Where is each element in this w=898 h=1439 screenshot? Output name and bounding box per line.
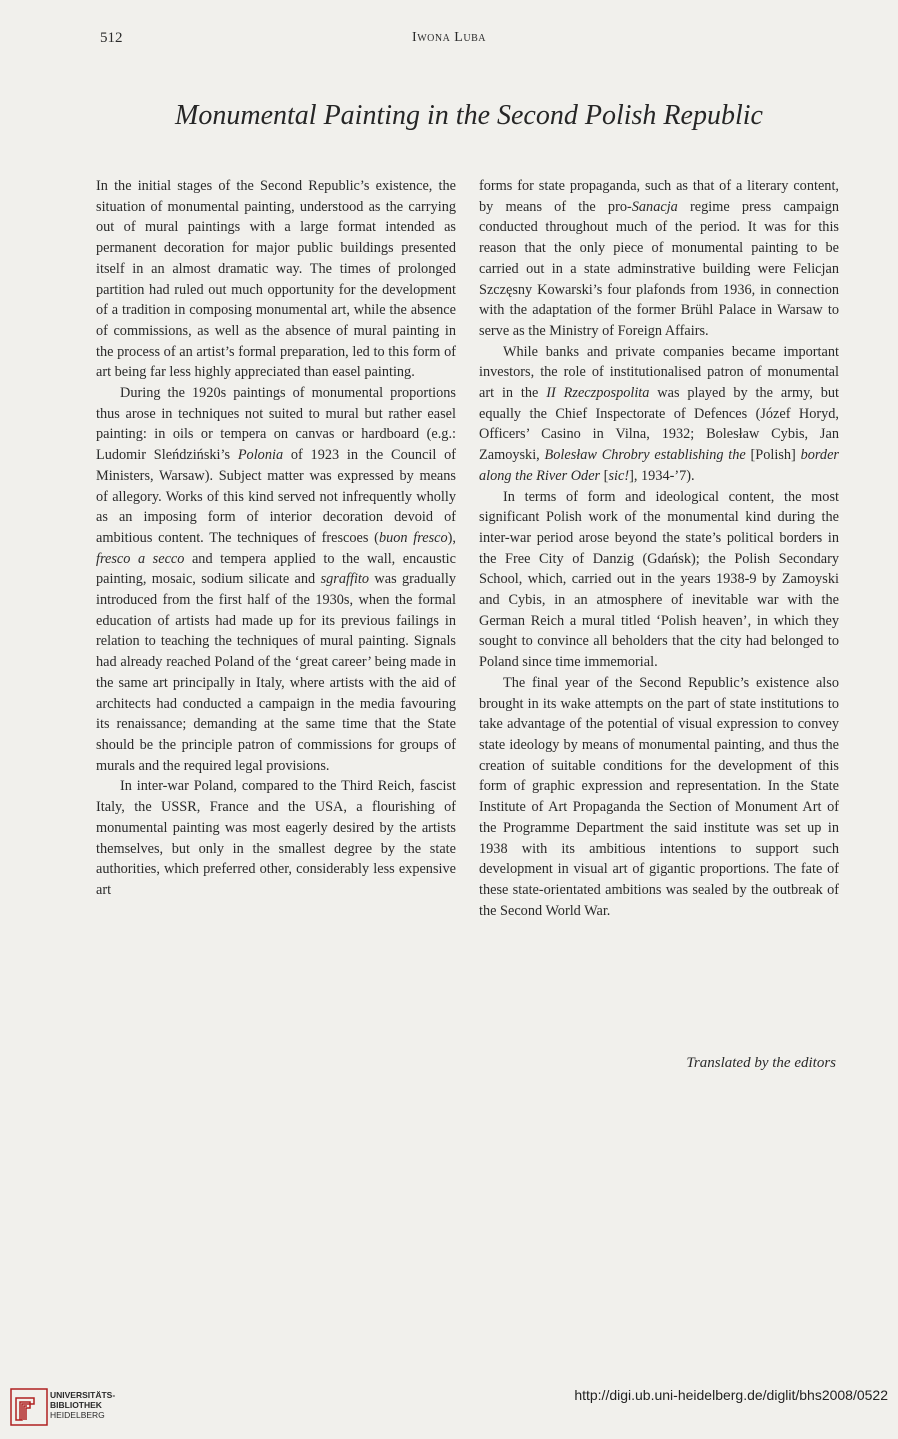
paragraph: In terms of form and ideological content, the most significant Polish work of the monumental kind during the inter-war period arose beyond the state’s political borders in the Free City of Danzig (Gdańsk); the Polish Secondary School, which, carried out in the years 1938-9 by Zamoyski and Cybis, in an atmosphere of inevitable war with the German Reich a mural titled ‘Polish heaven’, in which they sought to convince all beholders that the city had belonged to Poland since time immemorial.: [479, 488, 839, 671]
page-number: 512: [100, 30, 123, 46]
paragraph: In inter-war Poland, compared to the Third Reich, fascist Italy, the USSR, France and the USA, a flourishing of monumental painting was most eagerly desired by the artists themselves, but only in the smallest degree by the state authorities, which preferred other, considerably less expensive art: [96, 778, 456, 898]
source-url[interactable]: http://digi.ub.uni-heidelberg.de/diglit/bhs2008/0522: [574, 1387, 888, 1403]
library-logo-text: UNIVERSITÄTS- BIBLIOTHEK HEIDELBERG: [50, 1390, 116, 1420]
paragraph: The final year of the Second Republic’s existence also brought in its wake attempts on the part of state institutions to take advantage of the potential of visual expression to convey state ideology by means of monumental painting, and thus the creation of suitable conditions for the development of this form of graphic expression and representation. In the State Institute of Art Propaganda the Section of Monument Art of the Programme Department the said institute was set up in 1938 with its ambitious intentions to support such development in visual art of gigantic proportions. The fate of these state-orientated ambitions was sealed by the outbreak of the Second World War.: [479, 674, 839, 919]
translator-credit: Translated by the editors: [686, 1055, 836, 1071]
library-logo-icon: [10, 1388, 48, 1426]
running-head: [0, 30, 898, 50]
paragraph: forms for state propaganda, such as that of a literary content, by means of the pro-Sanacja regime press campaign conducted throughout much of the period. It was for this reason that the only piece of monumental painting to be carried out in a state adminstrative building were Felicjan Szczęsny Kowarski’s four plafonds from 1936, in connection with the adaptation of the former Brühl Palace in Warsaw to serve as the Ministry of Foreign Affairs.: [479, 178, 840, 339]
article-title: Monumental Painting in the Second Polish Republic: [175, 100, 763, 131]
left-column: [96, 176, 456, 901]
running-author: Iwona Luba: [412, 30, 486, 45]
paragraph: While banks and private companies became important investors, the role of institutionalised patron of monumental art in the II Rzeczpospolita was played by the army, but equally the Chief Inspectorate of Defences (Józef Horyd, Officers’ Casino in Vilna, 1932; Bolesław Cybis, Jan Zamoyski, Bolesław Chrobry establishing the [Polish] border along the River Oder [sic!], 1934-’7).: [479, 343, 840, 484]
right-column: [479, 176, 839, 921]
library-logo[interactable]: [10, 1388, 210, 1428]
paragraph: In the initial stages of the Second Republic’s existence, the situation of monumental painting, understood as the carrying out of mural paintings with a large format intended as permanent decoration for major public buildings presented itself in an almost dramatic way. The times of prolonged partition had ruled out much opportunity for the development of a tradition in composing monumental art, while the absence of commissions, as well as the absence of mural painting in the process of an artist’s formal preparation, led to this form of art being far less highly appreciated than easel painting.: [96, 178, 456, 381]
paragraph: During the 1920s paintings of monumental proportions thus arose in techniques not suited to mural but rather easel painting: in oils or tempera on canvas or hardboard (e.g.: Ludomir Sleńdziński’s Polonia of 1923 in the Council of Ministers, Warsaw). Subject matter was expressed by means of allegory. Works of this kind served not infrequently wholly as an imposing form of interior decoration devoid of ambitious content. The techniques of frescoes (buon fresco), fresco a secco and tempera applied to the wall, encaustic painting, mosaic, sodium silicate and sgraffito was gradually introduced from the first half of the 1930s, when the formal education of artists had made up for its previous failings in relation to teaching the techniques of mural painting. Signals had already reached Poland of the ‘great career’ being made in the same art principally in Italy, where artists with the aid of architects had conducted a campaign in the media favouring its renaissance; demanding at the same time that the State should be the principle patron of commissions for groups of murals and the required legal provisions.: [96, 385, 457, 774]
